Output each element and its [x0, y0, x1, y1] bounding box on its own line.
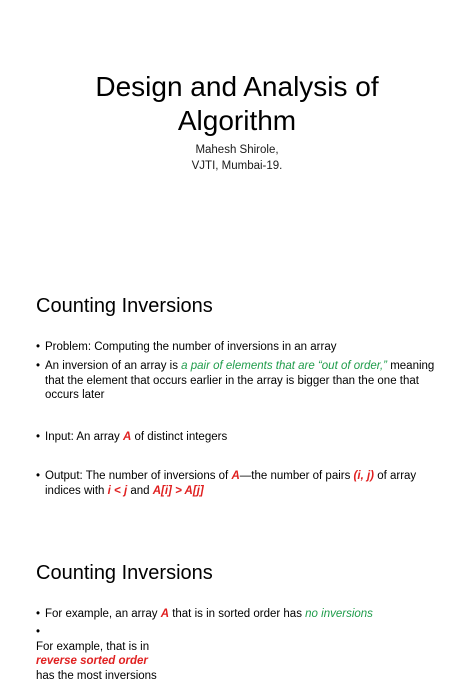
condition-i-less-j: i < j — [108, 485, 128, 497]
slide-heading: Counting Inversions — [36, 294, 213, 318]
highlight-text: a pair of elements that are “out of order,” — [181, 360, 387, 372]
pair-ij: (i, j) — [354, 470, 374, 482]
bullet-text-post: meaning that the element that occurs earlier in the array is bigger than the one that occurs later — [45, 360, 434, 401]
counting-inversions-example-slide — [0, 535, 474, 632]
title-line-1: Design and Analysis of — [0, 70, 474, 104]
bullet-definition — [36, 359, 436, 403]
counting-inversions-slide — [0, 268, 474, 535]
highlight-no-inversions: no inversions — [305, 608, 373, 620]
slide-heading: Counting Inversions — [36, 561, 213, 585]
bullet-text-and: and — [127, 485, 153, 497]
author-affiliation: VJTI, Mumbai-19. — [0, 158, 474, 174]
bullet-text-pre: Output: The number of inversions of — [45, 470, 231, 482]
bullet-text-pre: An inversion of an array is — [45, 360, 181, 372]
bullet-problem — [36, 340, 436, 355]
partial-bullet-line: • For example, that is in reverse sorted order has the most inversions — [36, 625, 436, 632]
bullet-output — [36, 469, 436, 498]
bullet-text-mid2: of array indices with — [45, 470, 416, 497]
bullet-input — [36, 430, 436, 445]
variable-a: A — [123, 431, 131, 443]
bullet-text-mid: that is in sorted order has — [169, 608, 305, 620]
variable-a: A — [161, 608, 169, 620]
partial-text-red: reverse sorted order — [36, 654, 436, 669]
bullet-text-pre: Input: An array — [45, 431, 123, 443]
title-line-2: Algorithm — [0, 104, 474, 138]
bullet-text: Problem: Computing the number of inversions in an array — [45, 341, 336, 353]
title-slide — [0, 0, 474, 268]
presentation-title — [0, 70, 474, 138]
author-name: Mahesh Shirole, — [0, 142, 474, 158]
bullet-text-mid: —the number of pairs — [240, 470, 354, 482]
partial-text-post: has the most inversions — [36, 669, 436, 683]
bullet-text-pre: For example, an array — [45, 608, 161, 620]
variable-a: A — [231, 470, 239, 482]
condition-ai-greater-aj: A[i] > A[j] — [153, 485, 204, 497]
bullet-sorted-example — [36, 607, 436, 622]
bullet-text-post: of distinct integers — [131, 431, 227, 443]
partial-text-pre: For example, that is in — [36, 640, 436, 655]
